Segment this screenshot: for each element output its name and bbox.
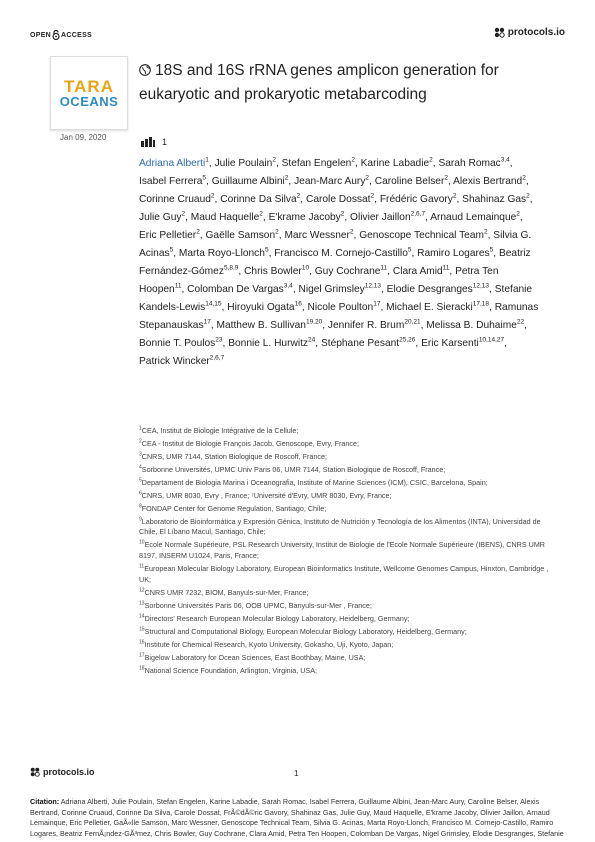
affiliation-item xyxy=(139,504,549,515)
author-affiliation-number: 2 xyxy=(351,156,355,164)
affiliation-text: CEA - Institut de Biologie François Jacob, Genoscope, Evry, France; xyxy=(141,438,359,448)
author-affiliation-number: 5 xyxy=(407,246,412,254)
author-list: Adriana Alberti$^1$, Julie Poulain$^2$, Stefan Engelen$^2$, Karine Labadie$^2$, Sarah Romac$^{3,4}$, Isabel Ferrera$^5$, Guillaume Albini$^2$, Jean-Marc Aury$^2$, Caroline Belser$^2$, Alexis Bertrand$^2$, Corinne Cruaud$^2$, Corinne Da Silva$^2$, Carole Dossat$^2$, Frédéric Gavory$^2$, Shahinaz Gas$^2$, Julie Guy$^2$, Maud Haquelle$^2$, E'krame Jacoby$^2$, Olivier Jaillon$^{2,6,7}$, Arnaud Lemainque$^2$, Eric Pelletier$^2$, Gaëlle Samson$^2$, Marc Wessner$^2$, Genoscope Technical Team$^2$, Silvia G. Acinas$^5$, Marta Royo-Llonch$^5$, Francisco M. Cornejo-Castillo$^5$, Ramiro Logares$^5$, Beatriz Fernández-Gómez$^{5,8,9}$, Chris Bowler$^{10}$, Guy Cochrane$^{11}$, Clara Amid$^{11}$, Petra Ten Hoopen$^{11}$, Colomban De Vargas$^{3,4}$, Nigel Grimsley$^{12,13}$, Elodie Desgranges$^{12,13}$, Stefanie Kandels-Lewis$^{14,15}$, Hiroyuki Ogata$^{16}$, Nicole Poulton$^{17}$, Michael E. Sieracki$^{17,18}$, Ramunas Stepanauskas$^{17}$, Matthew B. Sullivan$^{19,20}$, Jennifer R. Brum$^{20,21}$, Melissa B. Duhaime$^{22}$, Bonnie T. Poulos$^{23}$, Bonnie L. Hurwitz$^{24}$, Stéphane Pesant$^{25,26}$, Eric Karsenti$^{10,14,27}$, Patrick Wincker$^{2,6,7}$ xyxy=(139,156,539,367)
author-affiliation-number: 2 xyxy=(516,210,520,218)
author-name: Melissa B. Duhaime xyxy=(426,320,517,331)
author-affiliation-number: 17 xyxy=(373,300,381,308)
affiliation-number: 5 xyxy=(139,477,142,484)
author-name: Chris Bowler xyxy=(244,266,302,277)
author-affiliation-number: 3,4 xyxy=(283,282,293,290)
affiliation-text: Structural and Computational Biology, European Molecular Biology Laboratory, Heidelberg, Germany; xyxy=(144,626,467,636)
author-affiliation-number: 2,6,7 xyxy=(209,354,225,362)
affiliation-item xyxy=(139,540,549,561)
page-header xyxy=(0,0,595,48)
protocols-io-brand[interactable] xyxy=(494,27,565,38)
author-name: Marc Wessner xyxy=(284,230,350,241)
citation-text: Adriana Alberti, Julie Poulain, Stefan Engelen, Karine Labadie, Sarah Romac, Isabel Ferrera, Guillaume Albini, Jean-Marc Aury, Caroline Belser, Alexis Bertrand, Corinne Cruaud, Corinne Da Silva, Carole Dossat, FrÃ©dÃ©ric Gavory, Shahinaz Gas, Julie Guy, Maud Haquelle, E'krame Jacoby, Olivier Jaillon, Arnaud Lemainque, Eric Pelletier, GaÃ«lle Samson, Marc Wessner, Genoscope Technical Team, Silvia G. Acinas, Marta Royo-Llonch, Francisco M. Cornejo-Castillo, Ramiro Logares, Beatriz FernÃ¡ndez-GÃ³mez, Chris Bowler, Guy Cochrane, Clara Amid, Petra Ten Hoopen, Colomban De Vargas, Nigel Grimsley, Elodie Desgranges, Stefanie xyxy=(30,797,564,838)
affiliation-text: Departament de Biologia Marina i Oceanografia, Institute of Marine Sciences (ICM), CSIC, Barcelona, Spain; xyxy=(141,477,488,487)
author-name: Arnaud Lemainque xyxy=(430,212,517,223)
citation-label: Citation: xyxy=(30,797,60,806)
protocol-title-text: 18S and 16S rRNA genes amplicon generation for eukaryotic and prokaryotic metabarcoding xyxy=(139,62,499,103)
author-name: Nicole Poulton xyxy=(307,302,374,313)
author-name: Shahinaz Gas xyxy=(462,194,527,205)
affiliation-number: 15 xyxy=(139,626,145,633)
affiliation-number: 1 xyxy=(139,425,142,432)
footer-brand-label: protocols.io xyxy=(43,767,95,777)
share-count[interactable] xyxy=(140,136,167,148)
author-affiliation-number: 10,14,27 xyxy=(478,336,505,344)
author-name: Hiroyuki Ogata xyxy=(227,302,295,313)
author-affiliation-number: 16 xyxy=(294,300,302,308)
author-affiliation-number: 17,18 xyxy=(472,300,490,308)
author-affiliation-number: 2 xyxy=(429,156,433,164)
author-affiliation-number: 2 xyxy=(444,174,448,182)
affiliation-item xyxy=(139,614,549,625)
author-name: Beatriz Fernández-Gómez xyxy=(139,248,531,277)
author-name: Jennifer R. Brum xyxy=(327,320,405,331)
affiliation-number: 14 xyxy=(139,613,145,620)
author-affiliation-number: 17 xyxy=(203,318,211,326)
affiliation-item xyxy=(139,465,549,476)
author-name: Alexis Bertrand xyxy=(453,176,523,187)
affiliation-number: 8 xyxy=(139,503,142,510)
author-name: Guy Cochrane xyxy=(314,266,381,277)
author-name: Ramiro Logares xyxy=(417,248,490,259)
affiliation-item xyxy=(139,601,549,612)
author-name: Karine Labadie xyxy=(360,158,430,169)
affiliation-item xyxy=(139,653,549,664)
author-affiliation-number: 25,26 xyxy=(399,336,416,344)
author-affiliation-number: 11 xyxy=(380,264,388,272)
author-affiliation-number: 2 xyxy=(275,228,279,236)
open-lock-icon xyxy=(52,30,60,40)
author-affiliation-number: 1 xyxy=(205,156,209,164)
affiliation-item xyxy=(139,478,549,489)
author-affiliation-number: 11 xyxy=(174,282,182,290)
author-name: Elodie Desgranges xyxy=(386,284,473,295)
author-affiliation-number: 2 xyxy=(484,228,488,236)
author-affiliation-number: 20,21 xyxy=(404,318,421,326)
author-name: Carole Dossat xyxy=(305,194,371,205)
author-name: Marta Royo-Llonch xyxy=(178,248,265,259)
affiliation-number: 10 xyxy=(139,540,145,547)
author-name: Stefanie Kandels-Lewis xyxy=(139,284,533,313)
affiliation-number: 12 xyxy=(139,587,145,594)
author-name: Patrick Wincker xyxy=(139,356,210,367)
affiliation-number: 17 xyxy=(139,652,145,659)
author-name: Corinne Da Silva xyxy=(220,194,297,205)
affiliation-number: 6 xyxy=(139,490,142,497)
open-access-label-right: ACCESS xyxy=(61,31,93,39)
affiliation-number: 9 xyxy=(139,516,142,523)
logo-line-tara: TARA xyxy=(64,76,114,96)
author-name: Petra Ten Hoopen xyxy=(139,266,499,295)
affiliation-text: Sorbonne Universités, UPMC Univ Paris 06, UMR 7144, Station Biologique de Roscoff, France; xyxy=(141,464,446,474)
author-affiliation-number: 24 xyxy=(308,336,316,344)
author-link[interactable]: Adriana Alberti xyxy=(139,158,206,169)
share-icon xyxy=(140,136,156,148)
author-affiliation-number: 14,15 xyxy=(205,300,222,308)
author-affiliation-number: 12,13 xyxy=(364,282,381,290)
author-name: Michael E. Sieracki xyxy=(386,302,473,313)
author-name: Julie Guy xyxy=(139,212,182,223)
author-affiliation-number: 2 xyxy=(370,192,375,200)
author-affiliation-number: 2 xyxy=(349,228,354,236)
author-affiliation-number: 2 xyxy=(196,228,200,236)
affiliation-text: Sorbonne Universités Paris 06, OOB UPMC, Banyuls-sur-Mer , France; xyxy=(144,600,372,610)
author-affiliation-number: 5 xyxy=(489,246,494,254)
affiliation-list xyxy=(139,426,549,679)
affiliation-item xyxy=(139,627,549,638)
public-globe-icon xyxy=(139,64,151,76)
protocols-io-brand-label: protocols.io xyxy=(507,27,565,38)
affiliation-item xyxy=(139,491,549,502)
author-name: Francisco M. Cornejo-Castillo xyxy=(274,248,408,259)
author-affiliation-number: 19,20 xyxy=(305,318,323,326)
affiliation-item xyxy=(139,452,549,463)
author-name: Guillaume Albini xyxy=(211,176,285,187)
citation-block xyxy=(30,797,565,842)
author-affiliation-number: 3,4 xyxy=(500,156,510,164)
affiliation-text: Institute for Chemical Research, Kyoto University, Gokasho, Uji, Kyoto, Japan; xyxy=(144,639,394,649)
author-affiliation-number: 2,6,7 xyxy=(410,210,426,218)
author-name: Ramunas Stepanauskas xyxy=(139,302,539,331)
author-name: Corinne Cruaud xyxy=(139,194,211,205)
author-affiliation-number: 22 xyxy=(516,318,525,326)
author-name: Stéphane Pesant xyxy=(320,338,400,349)
logo-line-oceans: OCEANS xyxy=(59,93,119,109)
author-name: Eric Pelletier xyxy=(139,230,197,241)
author-affiliation-number: 10 xyxy=(301,264,310,272)
author-name: Bonnie L. Hurwitz xyxy=(228,338,309,349)
author-name: Jean-Marc Aury xyxy=(294,176,366,187)
author-affiliation-number: 2 xyxy=(210,192,215,200)
affiliation-text: National Science Foundation, Arlington, Virginia, USA; xyxy=(144,665,318,675)
author-affiliation-number: 2 xyxy=(272,156,276,164)
author-name: Isabel Ferrera xyxy=(139,176,203,187)
author-affiliation-number: 2 xyxy=(259,210,263,218)
affiliation-item xyxy=(139,666,549,677)
share-count-value: 1 xyxy=(162,137,168,147)
author-name: Olivier Jaillon xyxy=(350,212,411,223)
author-affiliation-number: 2 xyxy=(284,174,289,182)
author-name: Matthew B. Sullivan xyxy=(216,320,306,331)
tara-oceans-logo xyxy=(50,56,128,130)
author-name: Silvia G. Acinas xyxy=(139,230,532,259)
affiliation-item xyxy=(139,439,549,450)
affiliation-item xyxy=(139,564,549,585)
author-affiliation-number: 23 xyxy=(215,336,223,344)
affiliation-text: FONDAP Center for Genome Regulation, Santiago, Chile; xyxy=(141,503,327,513)
author-name: Frédéric Gavory xyxy=(379,194,453,205)
author-name: Gaëlle Samson xyxy=(205,230,276,241)
author-affiliation-number: 2 xyxy=(526,192,530,200)
protocol-title xyxy=(139,59,539,107)
author-affiliation-number: 2 xyxy=(340,210,345,218)
affiliation-item xyxy=(139,640,549,651)
affiliation-number: 2 xyxy=(139,438,142,445)
footer-brand[interactable] xyxy=(30,767,95,777)
author-name: Caroline Belser xyxy=(374,176,445,187)
affiliation-text: Laboratorio de Bioinformática y Expresión Génica, Instituto de Nutrición y Tecnología de los Alimentos (INTA), Universidad de Chile, El Líbano Macul, Santiago, Chile; xyxy=(139,516,541,537)
publication-date: Jan 09, 2020 xyxy=(60,133,107,142)
author-affiliation-number: 2 xyxy=(181,210,186,218)
author-name: Sarah Romac xyxy=(438,158,501,169)
author-affiliation-number: 2 xyxy=(522,174,526,182)
author-name: Eric Karsenti xyxy=(421,338,479,349)
affiliation-item xyxy=(139,588,549,599)
affiliation-number: 3 xyxy=(139,451,142,458)
author-affiliation-number: 2 xyxy=(365,174,370,182)
affiliation-text: Bigelow Laboratory for Ocean Sciences, East Boothbay, Maine, USA; xyxy=(144,652,366,662)
affiliation-text: CNRS, UMR 7144, Station Biologique de Roscoff, France; xyxy=(141,451,328,461)
author-name: Nigel Grimsley xyxy=(298,284,365,295)
open-access-badge xyxy=(30,30,92,40)
author-name: Julie Poulain xyxy=(214,158,273,169)
affiliation-text: CNRS UMR 7232, BIOM, Banyuls-sur-Mer, France; xyxy=(144,587,309,597)
affiliation-number: 4 xyxy=(139,464,142,471)
affiliation-text: Directors' Research European Molecular Biology Laboratory, Heidelberg, Germany; xyxy=(144,613,410,623)
protocols-io-footer-logo-icon xyxy=(30,767,40,777)
page-number: 1 xyxy=(294,769,299,778)
author-affiliation-number: 5 xyxy=(202,174,207,182)
author-affiliation-number: 12,13 xyxy=(472,282,490,290)
author-affiliation-number: 5 xyxy=(169,246,174,254)
author-affiliation-number: 5,8,9 xyxy=(223,264,239,272)
author-affiliation-number: 5 xyxy=(264,246,269,254)
affiliation-text: Ecole Normale Supérieure, PSL Research University, Institut de Biologie de l'Ecole Normale Supérieure (IBENS), CNRS UMR 8197, INSERM U1024, Paris, France; xyxy=(139,540,546,561)
affiliation-number: 16 xyxy=(139,639,145,646)
affiliation-number: 13 xyxy=(139,600,145,607)
affiliation-item xyxy=(139,517,549,538)
author-name: Bonnie T. Poulos xyxy=(139,338,216,349)
author-affiliation-number: 2 xyxy=(452,192,457,200)
affiliation-item xyxy=(139,426,549,437)
affiliation-text: CEA, Institut de Biologie Intégrative de la Cellule; xyxy=(141,426,299,435)
author-affiliation-number: 2 xyxy=(296,192,301,200)
author-name: Colomban De Vargas xyxy=(187,284,284,295)
affiliation-text: CNRS, UMR 8030, Evry , France; ⁷Université d'Evry, UMR 8030, Evry, France; xyxy=(141,490,392,500)
affiliation-text: European Molecular Biology Laboratory, European Bioinformatics Institute, Wellcome Genomes Campus, Hinxton, Cambridge , UK; xyxy=(139,564,549,584)
author-name: E'krame Jacoby xyxy=(268,212,341,223)
author-name: Maud Haquelle xyxy=(190,212,260,223)
author-name: Stefan Engelen xyxy=(281,158,352,169)
author-name: Genoscope Technical Team xyxy=(359,230,484,241)
protocols-io-logo-icon xyxy=(494,27,505,38)
author-affiliation-number: 11 xyxy=(442,264,450,272)
open-access-label-left: OPEN xyxy=(30,31,52,39)
affiliation-number: 18 xyxy=(139,665,145,672)
author-name: Clara Amid xyxy=(392,266,443,277)
affiliation-number: 11 xyxy=(139,563,145,570)
